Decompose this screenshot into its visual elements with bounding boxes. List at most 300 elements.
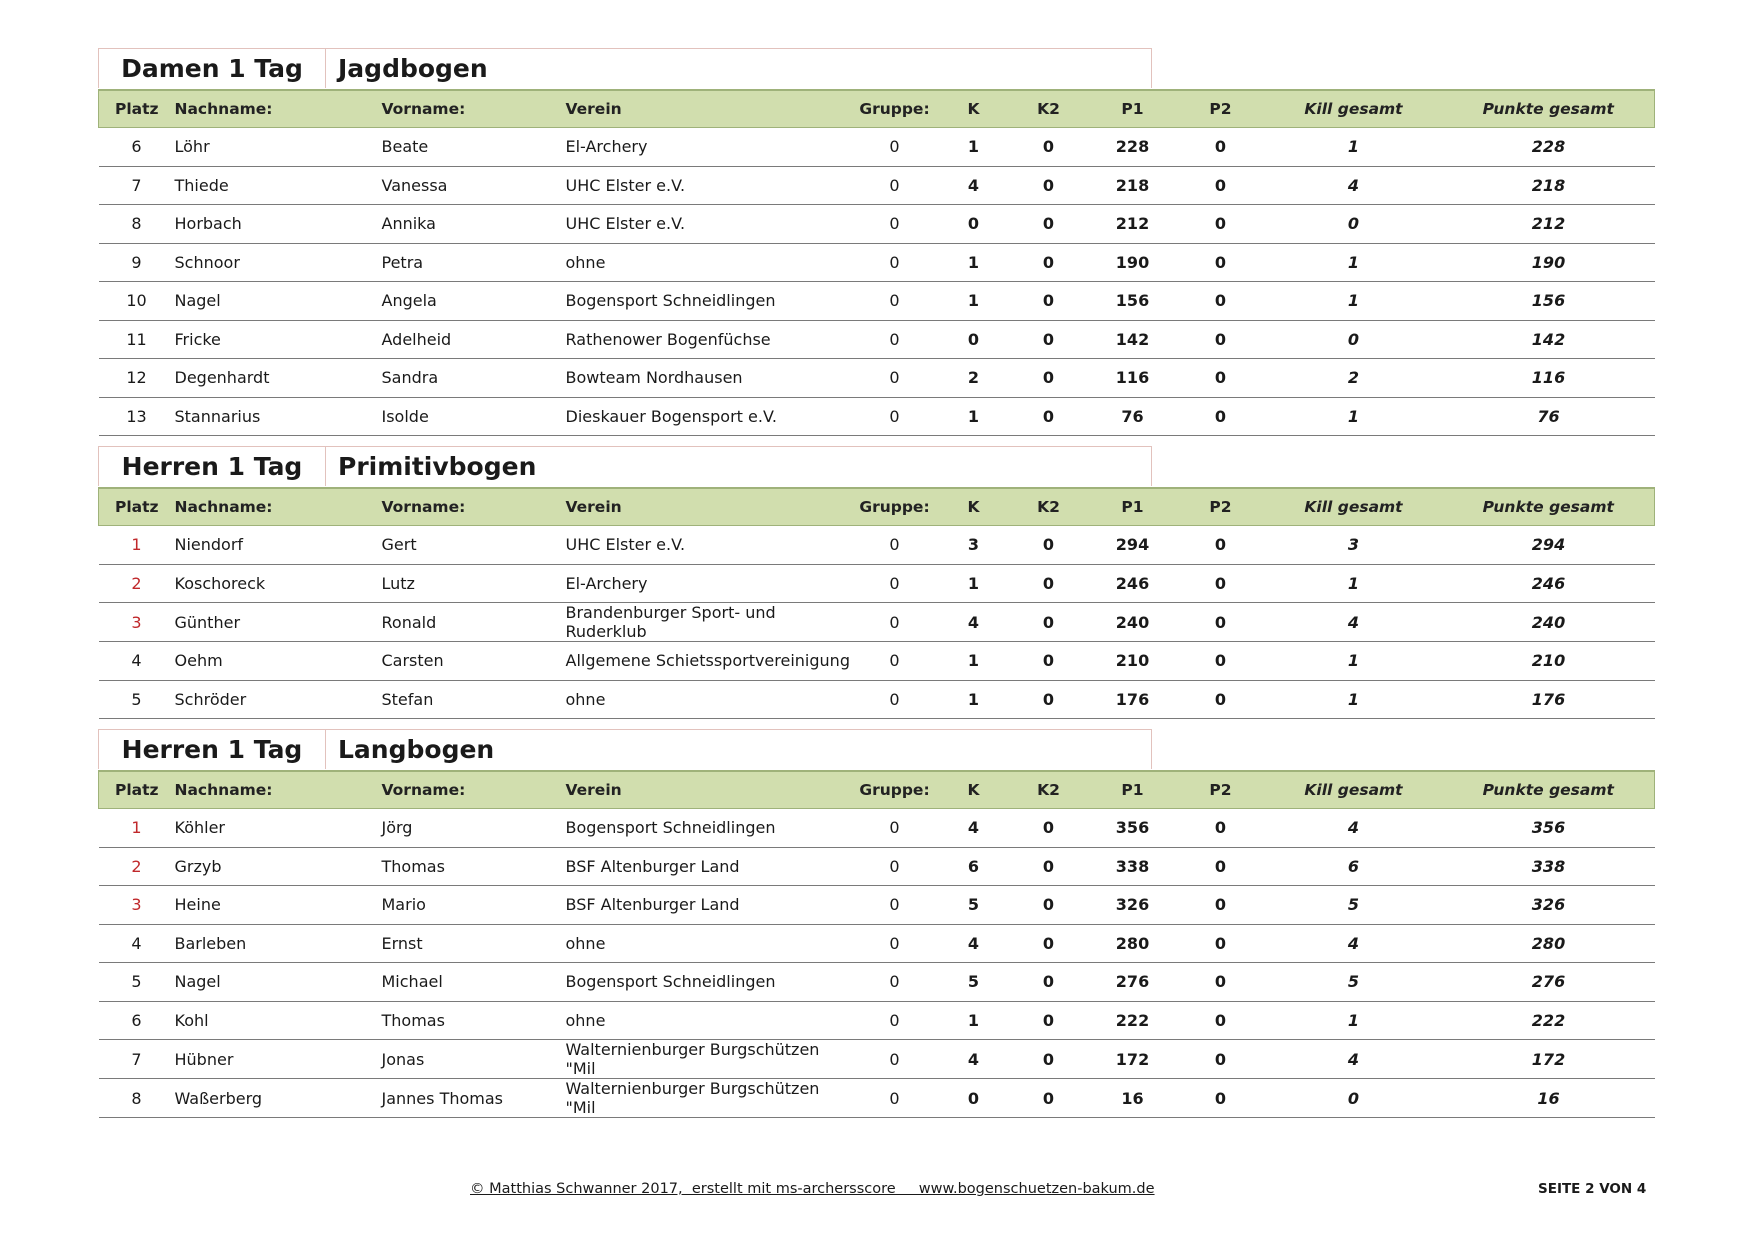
- cell-platz: 6: [99, 1001, 175, 1040]
- cell-p2: 0: [1177, 809, 1265, 848]
- cell-gruppe: 0: [851, 963, 939, 1002]
- cell-vorname: Sandra: [382, 359, 566, 398]
- column-header-kill-gesamt: Kill gesamt: [1265, 90, 1443, 128]
- cell-nachname: Nagel: [175, 963, 382, 1002]
- column-header-vorname: Vorname:: [382, 771, 566, 809]
- cell-p1: 276: [1089, 963, 1177, 1002]
- column-header-gruppe: Gruppe:: [851, 488, 939, 526]
- cell-verein: Bogensport Schneidlingen: [566, 963, 851, 1002]
- cell-k2: 0: [1009, 642, 1089, 681]
- cell-gruppe: 0: [851, 359, 939, 398]
- cell-verein: Allgemene Schietssportvereinigung: [566, 642, 851, 681]
- table-row: [99, 205, 1655, 244]
- cell-k2: 0: [1009, 680, 1089, 719]
- cell-vorname: Beate: [382, 128, 566, 167]
- cell-platz: 8: [99, 205, 175, 244]
- column-header-verein: Verein: [566, 90, 851, 128]
- cell-verein: Walternienburger Burgschützen "Mil: [566, 1040, 851, 1079]
- column-header-p2: P2: [1177, 771, 1265, 809]
- cell-verein: BSF Altenburger Land: [566, 847, 851, 886]
- cell-kill-gesamt: 1: [1265, 1001, 1443, 1040]
- table-row: [99, 320, 1655, 359]
- cell-vorname: Ernst: [382, 924, 566, 963]
- cell-k2: 0: [1009, 924, 1089, 963]
- cell-platz: 4: [99, 924, 175, 963]
- cell-verein: Dieskauer Bogensport e.V.: [566, 397, 851, 436]
- cell-k2: 0: [1009, 282, 1089, 321]
- cell-k2: 0: [1009, 359, 1089, 398]
- column-header-vorname: Vorname:: [382, 488, 566, 526]
- cell-platz: 2: [99, 847, 175, 886]
- cell-verein: UHC Elster e.V.: [566, 526, 851, 565]
- cell-k2: 0: [1009, 320, 1089, 359]
- column-header-punkte-gesamt: Punkte gesamt: [1443, 90, 1655, 128]
- cell-punkte-gesamt: 276: [1443, 963, 1655, 1002]
- table-row: [99, 886, 1655, 925]
- column-header-punkte-gesamt: Punkte gesamt: [1443, 771, 1655, 809]
- cell-k: 1: [939, 243, 1009, 282]
- cell-p1: 294: [1089, 526, 1177, 565]
- cell-platz: 6: [99, 128, 175, 167]
- cell-p2: 0: [1177, 1001, 1265, 1040]
- table-header-row: [99, 771, 1655, 809]
- cell-k2: 0: [1009, 847, 1089, 886]
- cell-verein: ohne: [566, 243, 851, 282]
- cell-punkte-gesamt: 116: [1443, 359, 1655, 398]
- table-row: [99, 397, 1655, 436]
- cell-vorname: Mario: [382, 886, 566, 925]
- cell-kill-gesamt: 4: [1265, 924, 1443, 963]
- cell-p2: 0: [1177, 243, 1265, 282]
- cell-gruppe: 0: [851, 1040, 939, 1079]
- cell-punkte-gesamt: 246: [1443, 564, 1655, 603]
- cell-p2: 0: [1177, 642, 1265, 681]
- cell-p2: 0: [1177, 359, 1265, 398]
- cell-platz: 3: [99, 886, 175, 925]
- cell-p1: 16: [1089, 1079, 1177, 1118]
- cell-nachname: Waßerberg: [175, 1079, 382, 1118]
- cell-punkte-gesamt: 218: [1443, 166, 1655, 205]
- bow-type-title: Jagdbogen: [326, 48, 1152, 88]
- cell-gruppe: 0: [851, 166, 939, 205]
- column-header-gruppe: Gruppe:: [851, 90, 939, 128]
- cell-p1: 326: [1089, 886, 1177, 925]
- column-header-nachname: Nachname:: [175, 488, 382, 526]
- table-row: [99, 526, 1655, 565]
- cell-k2: 0: [1009, 128, 1089, 167]
- table-row: [99, 963, 1655, 1002]
- column-header-k2: K2: [1009, 771, 1089, 809]
- cell-p2: 0: [1177, 680, 1265, 719]
- cell-gruppe: 0: [851, 205, 939, 244]
- cell-k2: 0: [1009, 526, 1089, 565]
- cell-p1: 228: [1089, 128, 1177, 167]
- cell-p1: 156: [1089, 282, 1177, 321]
- footer-credit: © Matthias Schwanner 2017, erstellt mit ms-archersscore www.bogenschuetzen-bakum.de: [470, 1181, 1155, 1197]
- cell-p2: 0: [1177, 603, 1265, 642]
- cell-gruppe: 0: [851, 128, 939, 167]
- column-header-k: K: [939, 771, 1009, 809]
- category-title: Herren 1 Tag: [98, 446, 326, 486]
- column-header-p1: P1: [1089, 771, 1177, 809]
- section-damen-jagdbogen: [98, 48, 1654, 436]
- cell-k: 1: [939, 564, 1009, 603]
- cell-platz: 4: [99, 642, 175, 681]
- column-header-vorname: Vorname:: [382, 90, 566, 128]
- cell-gruppe: 0: [851, 847, 939, 886]
- cell-verein: ohne: [566, 1001, 851, 1040]
- cell-p1: 280: [1089, 924, 1177, 963]
- column-header-nachname: Nachname:: [175, 771, 382, 809]
- cell-k: 1: [939, 282, 1009, 321]
- table-row: [99, 282, 1655, 321]
- cell-vorname: Lutz: [382, 564, 566, 603]
- cell-vorname: Gert: [382, 526, 566, 565]
- cell-platz: 5: [99, 963, 175, 1002]
- cell-nachname: Schröder: [175, 680, 382, 719]
- cell-p1: 218: [1089, 166, 1177, 205]
- cell-p2: 0: [1177, 924, 1265, 963]
- table-header-row: [99, 488, 1655, 526]
- cell-vorname: Thomas: [382, 847, 566, 886]
- cell-gruppe: 0: [851, 1079, 939, 1118]
- section-herren-primitivbogen: [98, 446, 1654, 719]
- cell-verein: UHC Elster e.V.: [566, 205, 851, 244]
- cell-k: 2: [939, 359, 1009, 398]
- cell-punkte-gesamt: 156: [1443, 282, 1655, 321]
- column-header-gruppe: Gruppe:: [851, 771, 939, 809]
- cell-p2: 0: [1177, 564, 1265, 603]
- cell-verein: Bogensport Schneidlingen: [566, 809, 851, 848]
- column-header-p1: P1: [1089, 488, 1177, 526]
- cell-k2: 0: [1009, 603, 1089, 642]
- cell-p2: 0: [1177, 963, 1265, 1002]
- category-title: Damen 1 Tag: [98, 48, 326, 88]
- cell-k: 4: [939, 166, 1009, 205]
- cell-nachname: Schnoor: [175, 243, 382, 282]
- results-table: [98, 487, 1655, 719]
- section-title-row: [98, 48, 1654, 89]
- table-row: [99, 809, 1655, 848]
- column-header-p2: P2: [1177, 488, 1265, 526]
- cell-verein: Rathenower Bogenfüchse: [566, 320, 851, 359]
- cell-punkte-gesamt: 172: [1443, 1040, 1655, 1079]
- cell-gruppe: 0: [851, 397, 939, 436]
- table-row: [99, 1040, 1655, 1079]
- cell-kill-gesamt: 0: [1265, 320, 1443, 359]
- cell-punkte-gesamt: 294: [1443, 526, 1655, 565]
- cell-gruppe: 0: [851, 680, 939, 719]
- cell-punkte-gesamt: 76: [1443, 397, 1655, 436]
- cell-kill-gesamt: 2: [1265, 359, 1443, 398]
- cell-vorname: Ronald: [382, 603, 566, 642]
- cell-k2: 0: [1009, 886, 1089, 925]
- cell-gruppe: 0: [851, 564, 939, 603]
- cell-p2: 0: [1177, 397, 1265, 436]
- cell-k: 5: [939, 963, 1009, 1002]
- cell-gruppe: 0: [851, 809, 939, 848]
- cell-vorname: Isolde: [382, 397, 566, 436]
- cell-verein: BSF Altenburger Land: [566, 886, 851, 925]
- cell-gruppe: 0: [851, 1001, 939, 1040]
- cell-k: 4: [939, 809, 1009, 848]
- cell-punkte-gesamt: 212: [1443, 205, 1655, 244]
- cell-nachname: Degenhardt: [175, 359, 382, 398]
- cell-k: 1: [939, 128, 1009, 167]
- cell-k: 4: [939, 1040, 1009, 1079]
- results-table: [98, 89, 1655, 436]
- cell-punkte-gesamt: 326: [1443, 886, 1655, 925]
- cell-gruppe: 0: [851, 924, 939, 963]
- cell-punkte-gesamt: 338: [1443, 847, 1655, 886]
- cell-p1: 142: [1089, 320, 1177, 359]
- cell-k2: 0: [1009, 397, 1089, 436]
- cell-k: 0: [939, 1079, 1009, 1118]
- column-header-platz: Platz: [99, 90, 175, 128]
- cell-vorname: Carsten: [382, 642, 566, 681]
- cell-platz: 13: [99, 397, 175, 436]
- cell-nachname: Niendorf: [175, 526, 382, 565]
- cell-nachname: Oehm: [175, 642, 382, 681]
- cell-platz: 5: [99, 680, 175, 719]
- cell-verein: Bogensport Schneidlingen: [566, 282, 851, 321]
- cell-verein: Walternienburger Burgschützen "Mil: [566, 1079, 851, 1118]
- cell-vorname: Stefan: [382, 680, 566, 719]
- column-header-verein: Verein: [566, 771, 851, 809]
- cell-punkte-gesamt: 190: [1443, 243, 1655, 282]
- cell-p2: 0: [1177, 526, 1265, 565]
- cell-kill-gesamt: 1: [1265, 642, 1443, 681]
- cell-verein: ohne: [566, 924, 851, 963]
- cell-platz: 12: [99, 359, 175, 398]
- cell-nachname: Stannarius: [175, 397, 382, 436]
- cell-vorname: Adelheid: [382, 320, 566, 359]
- cell-nachname: Thiede: [175, 166, 382, 205]
- cell-vorname: Annika: [382, 205, 566, 244]
- cell-platz: 7: [99, 166, 175, 205]
- table-header-row: [99, 90, 1655, 128]
- cell-k2: 0: [1009, 963, 1089, 1002]
- cell-kill-gesamt: 6: [1265, 847, 1443, 886]
- cell-p1: 76: [1089, 397, 1177, 436]
- cell-verein: ohne: [566, 680, 851, 719]
- cell-p1: 190: [1089, 243, 1177, 282]
- cell-p1: 356: [1089, 809, 1177, 848]
- section-herren-langbogen: [98, 729, 1654, 1118]
- bow-type-title: Primitivbogen: [326, 446, 1152, 486]
- cell-punkte-gesamt: 280: [1443, 924, 1655, 963]
- cell-kill-gesamt: 5: [1265, 886, 1443, 925]
- cell-punkte-gesamt: 222: [1443, 1001, 1655, 1040]
- cell-nachname: Fricke: [175, 320, 382, 359]
- cell-nachname: Barleben: [175, 924, 382, 963]
- cell-nachname: Hübner: [175, 1040, 382, 1079]
- cell-nachname: Heine: [175, 886, 382, 925]
- cell-k: 0: [939, 320, 1009, 359]
- cell-k: 1: [939, 1001, 1009, 1040]
- cell-p2: 0: [1177, 282, 1265, 321]
- section-title-row: [98, 446, 1654, 487]
- cell-p1: 246: [1089, 564, 1177, 603]
- cell-k2: 0: [1009, 166, 1089, 205]
- cell-p1: 222: [1089, 1001, 1177, 1040]
- cell-p1: 240: [1089, 603, 1177, 642]
- cell-k: 4: [939, 924, 1009, 963]
- cell-platz: 8: [99, 1079, 175, 1118]
- cell-platz: 2: [99, 564, 175, 603]
- table-row: [99, 243, 1655, 282]
- cell-nachname: Nagel: [175, 282, 382, 321]
- cell-kill-gesamt: 5: [1265, 963, 1443, 1002]
- cell-nachname: Günther: [175, 603, 382, 642]
- cell-k: 4: [939, 603, 1009, 642]
- cell-p1: 212: [1089, 205, 1177, 244]
- cell-gruppe: 0: [851, 243, 939, 282]
- cell-gruppe: 0: [851, 282, 939, 321]
- table-row: [99, 1001, 1655, 1040]
- cell-k: 6: [939, 847, 1009, 886]
- cell-gruppe: 0: [851, 886, 939, 925]
- column-header-k: K: [939, 488, 1009, 526]
- table-row: [99, 924, 1655, 963]
- column-header-verein: Verein: [566, 488, 851, 526]
- column-header-kill-gesamt: Kill gesamt: [1265, 771, 1443, 809]
- table-row: [99, 564, 1655, 603]
- table-row: [99, 166, 1655, 205]
- cell-punkte-gesamt: 240: [1443, 603, 1655, 642]
- cell-p1: 116: [1089, 359, 1177, 398]
- cell-vorname: Petra: [382, 243, 566, 282]
- cell-k: 1: [939, 680, 1009, 719]
- table-row: [99, 603, 1655, 642]
- table-row: [99, 359, 1655, 398]
- section-title-row: [98, 729, 1654, 770]
- cell-kill-gesamt: 4: [1265, 1040, 1443, 1079]
- column-header-platz: Platz: [99, 488, 175, 526]
- cell-nachname: Koschoreck: [175, 564, 382, 603]
- cell-platz: 1: [99, 809, 175, 848]
- column-header-punkte-gesamt: Punkte gesamt: [1443, 488, 1655, 526]
- cell-punkte-gesamt: 142: [1443, 320, 1655, 359]
- cell-kill-gesamt: 1: [1265, 397, 1443, 436]
- cell-platz: 1: [99, 526, 175, 565]
- cell-verein: El-Archery: [566, 564, 851, 603]
- table-row: [99, 128, 1655, 167]
- page-number: SEITE 2 VON 4: [1538, 1181, 1647, 1197]
- cell-punkte-gesamt: 228: [1443, 128, 1655, 167]
- cell-kill-gesamt: 1: [1265, 128, 1443, 167]
- cell-platz: 9: [99, 243, 175, 282]
- table-row: [99, 1079, 1655, 1118]
- column-header-p1: P1: [1089, 90, 1177, 128]
- cell-p2: 0: [1177, 166, 1265, 205]
- cell-verein: Bowteam Nordhausen: [566, 359, 851, 398]
- cell-k2: 0: [1009, 1079, 1089, 1118]
- category-title: Herren 1 Tag: [98, 729, 326, 769]
- cell-vorname: Angela: [382, 282, 566, 321]
- cell-p2: 0: [1177, 128, 1265, 167]
- cell-k2: 0: [1009, 1040, 1089, 1079]
- cell-verein: Brandenburger Sport- und Ruderklub: [566, 603, 851, 642]
- cell-gruppe: 0: [851, 320, 939, 359]
- cell-nachname: Löhr: [175, 128, 382, 167]
- cell-kill-gesamt: 4: [1265, 603, 1443, 642]
- cell-k: 3: [939, 526, 1009, 565]
- cell-nachname: Kohl: [175, 1001, 382, 1040]
- cell-nachname: Horbach: [175, 205, 382, 244]
- cell-k2: 0: [1009, 564, 1089, 603]
- cell-vorname: Vanessa: [382, 166, 566, 205]
- cell-verein: El-Archery: [566, 128, 851, 167]
- cell-p1: 176: [1089, 680, 1177, 719]
- cell-k2: 0: [1009, 809, 1089, 848]
- cell-p2: 0: [1177, 205, 1265, 244]
- cell-p2: 0: [1177, 1079, 1265, 1118]
- table-row: [99, 680, 1655, 719]
- cell-verein: UHC Elster e.V.: [566, 166, 851, 205]
- cell-k2: 0: [1009, 205, 1089, 244]
- cell-punkte-gesamt: 210: [1443, 642, 1655, 681]
- table-row: [99, 847, 1655, 886]
- cell-kill-gesamt: 4: [1265, 809, 1443, 848]
- cell-platz: 11: [99, 320, 175, 359]
- cell-punkte-gesamt: 356: [1443, 809, 1655, 848]
- cell-gruppe: 0: [851, 603, 939, 642]
- column-header-kill-gesamt: Kill gesamt: [1265, 488, 1443, 526]
- cell-k: 1: [939, 397, 1009, 436]
- cell-p1: 172: [1089, 1040, 1177, 1079]
- cell-gruppe: 0: [851, 526, 939, 565]
- cell-gruppe: 0: [851, 642, 939, 681]
- cell-kill-gesamt: 0: [1265, 1079, 1443, 1118]
- cell-kill-gesamt: 1: [1265, 282, 1443, 321]
- table-row: [99, 642, 1655, 681]
- cell-kill-gesamt: 1: [1265, 243, 1443, 282]
- cell-nachname: Grzyb: [175, 847, 382, 886]
- cell-platz: 10: [99, 282, 175, 321]
- column-header-nachname: Nachname:: [175, 90, 382, 128]
- cell-p1: 338: [1089, 847, 1177, 886]
- cell-p2: 0: [1177, 320, 1265, 359]
- column-header-platz: Platz: [99, 771, 175, 809]
- cell-kill-gesamt: 4: [1265, 166, 1443, 205]
- results-table: [98, 770, 1655, 1118]
- cell-p2: 0: [1177, 886, 1265, 925]
- column-header-p2: P2: [1177, 90, 1265, 128]
- cell-kill-gesamt: 1: [1265, 564, 1443, 603]
- column-header-k2: K2: [1009, 488, 1089, 526]
- cell-kill-gesamt: 3: [1265, 526, 1443, 565]
- bow-type-title: Langbogen: [326, 729, 1152, 769]
- column-header-k: K: [939, 90, 1009, 128]
- cell-vorname: Jannes Thomas: [382, 1079, 566, 1118]
- cell-kill-gesamt: 0: [1265, 205, 1443, 244]
- cell-platz: 7: [99, 1040, 175, 1079]
- cell-k: 5: [939, 886, 1009, 925]
- column-header-k2: K2: [1009, 90, 1089, 128]
- cell-p1: 210: [1089, 642, 1177, 681]
- cell-punkte-gesamt: 176: [1443, 680, 1655, 719]
- cell-vorname: Michael: [382, 963, 566, 1002]
- cell-k2: 0: [1009, 243, 1089, 282]
- cell-k: 0: [939, 205, 1009, 244]
- cell-p2: 0: [1177, 847, 1265, 886]
- cell-platz: 3: [99, 603, 175, 642]
- cell-vorname: Jonas: [382, 1040, 566, 1079]
- cell-k2: 0: [1009, 1001, 1089, 1040]
- cell-p2: 0: [1177, 1040, 1265, 1079]
- cell-vorname: Thomas: [382, 1001, 566, 1040]
